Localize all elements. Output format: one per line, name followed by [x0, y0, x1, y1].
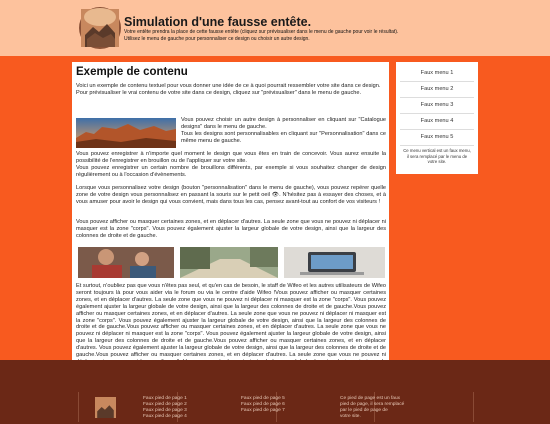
footer-logo	[95, 397, 116, 418]
people-photo	[78, 247, 174, 278]
sidebar-item-3[interactable]: Faux menu 3	[400, 98, 474, 114]
footer-note: Ce pied de page est un faux pied de page, il sera remplacé par le pied de page de votre site.	[340, 396, 405, 419]
footer-link[interactable]: Faux pied de page 1	[143, 396, 187, 401]
columns-paragraph: Vous pouvez afficher ou masquer certaines zones, et en déplacer d'autres. La seule zone que vous ne pouvez ni déplacer ni masquer est la zone "corps". Vous pouvez également ajuster la largeur globale de votre design, ainsi que la largeur des colonnes de droite et de gauche.	[76, 219, 386, 239]
site-title: Simulation d'une fausse entête.	[124, 15, 312, 29]
sidebar-item-1[interactable]: Faux menu 1	[400, 66, 474, 82]
footer	[0, 360, 550, 424]
footer-link[interactable]: Faux pied de page 5	[241, 396, 285, 401]
save-paragraph: Vous pouvez enregistrer à n'importe quel moment le design que vous êtes en train de concevoir. Vous aurez ensuite la possibilité de l'enregistrer en brouillon ou de l'appliquer sur votre site. Vous pouvez enregistrer un certain nombre de brouillons différents, par exemple si vous souhaitez changer de design régulièrement ou à l'occasion d'évènements.	[76, 151, 386, 178]
footer-link[interactable]: Faux pied de page 4	[143, 414, 187, 419]
description-line: Votre entête prendra la place de cette fausse entête (cliquez sur prévisualiser dans le menu de gauche pour voir le résultat).	[124, 29, 399, 35]
footer-column-2	[241, 396, 285, 414]
staff-paragraph: Et surtout, n'oubliez pas que vous n'êtes pas seul, et qu'en cas de besoin, le staff de Wifeo et les autres utilisateurs de Wifeo seront toujours là pour vous aider via le forum ou via le centre d'aide Wifeo !Vous pouvez afficher ou masquer certaines zones, et en déplacer d'autres. La seule zone que vous ne pouvez ni déplacer ni masquer est la zone "corps". Vous pouvez également ajuster la largeur globale de votre design, ainsi que la largeur des colonnes de droite et de gauche.Vous pouvez afficher ou masquer certaines zones, et en déplacer d'autres. La seule zone que vous ne pouvez ni déplacer ni masquer est la zone "corps". Vous pouvez également ajuster la largeur globale de votre design, ainsi que la largeur des colonnes de droite et de gauche.Vous pouvez afficher ou masquer certaines zones, et en déplacer d'autres. La seule zone que vous ne pouvez ni déplacer ni masquer est la zone "corps". Vous pouvez également ajuster la largeur globale de votre design, ainsi que la largeur des colonnes de droite et de gauche.Vous pouvez afficher ou masquer certaines zones, et en déplacer d'autres. Vous pouvez également ajuster la largeur globale de votre design, ainsi que la largeur des colonnes de droite et de gauche.Vous pouvez afficher ou masquer certaines zones, et en déplacer d'autres. La seule zone que vous ne pouvez ni	[76, 283, 386, 359]
sidebar-item-5[interactable]: Faux menu 5	[400, 130, 474, 146]
street-photo	[180, 247, 278, 278]
sidebar-item-4[interactable]: Faux menu 4	[400, 114, 474, 130]
sidebar-item-2[interactable]: Faux menu 2	[400, 82, 474, 98]
main-content	[72, 62, 389, 360]
site-logo	[79, 7, 121, 49]
footer-divider	[473, 392, 474, 422]
description-line: Utilisez le menu de gauche pour personnaliser ce design ou choisir un autre design.	[124, 35, 310, 42]
sidebar-menu	[396, 62, 478, 174]
site-description	[124, 29, 424, 42]
intro-paragraph: Voici un exemple de contenu textuel pour vous donner une idée de ce à quoi pourrait ressembler votre site dans ce design. Pour prévisualiser le vrai contenu de votre site dans ce design, cliquez sur "prévisualiser" dans le menu de gauche.	[76, 83, 381, 96]
footer-link[interactable]: Faux pied de page 2	[143, 402, 187, 407]
footer-column-1	[143, 396, 187, 420]
catalogue-paragraph: Vous pouvez choisir un autre design à personnaliser en cliquant sur "Catalogue designs" dans le menu de gauche. Tous les designs sont personnalisables en cliquant sur "Personnalisation" dans ce même menu de gauche.	[181, 117, 386, 144]
header	[0, 0, 550, 56]
sidebar-note: Ce menu vertical est un faux menu, il sera remplacé par le menu de votre site.	[403, 148, 471, 165]
footer-link[interactable]: Faux pied de page 7	[241, 408, 285, 413]
footer-link[interactable]: Faux pied de page 3	[143, 408, 187, 413]
page-title: Exemple de contenu	[76, 66, 188, 78]
desert-image	[76, 118, 176, 148]
customize-paragraph: Lorsque vous personnalisez votre design (bouton "personnalisation" dans le menu de gauche), vous pouvez repérer quelle zone de votre design vous personnalisez en passant la souris sur le petit oeil 👁. N'hésitez pas à essayer des choses, et à vous amuser pour avoir le design qui vous convient, mais dans tous les cas, pensez avant-tout au confort de vos visiteurs !	[76, 185, 386, 205]
footer-divider	[78, 392, 79, 422]
laptop-photo	[284, 247, 385, 278]
footer-link[interactable]: Faux pied de page 6	[241, 402, 285, 407]
